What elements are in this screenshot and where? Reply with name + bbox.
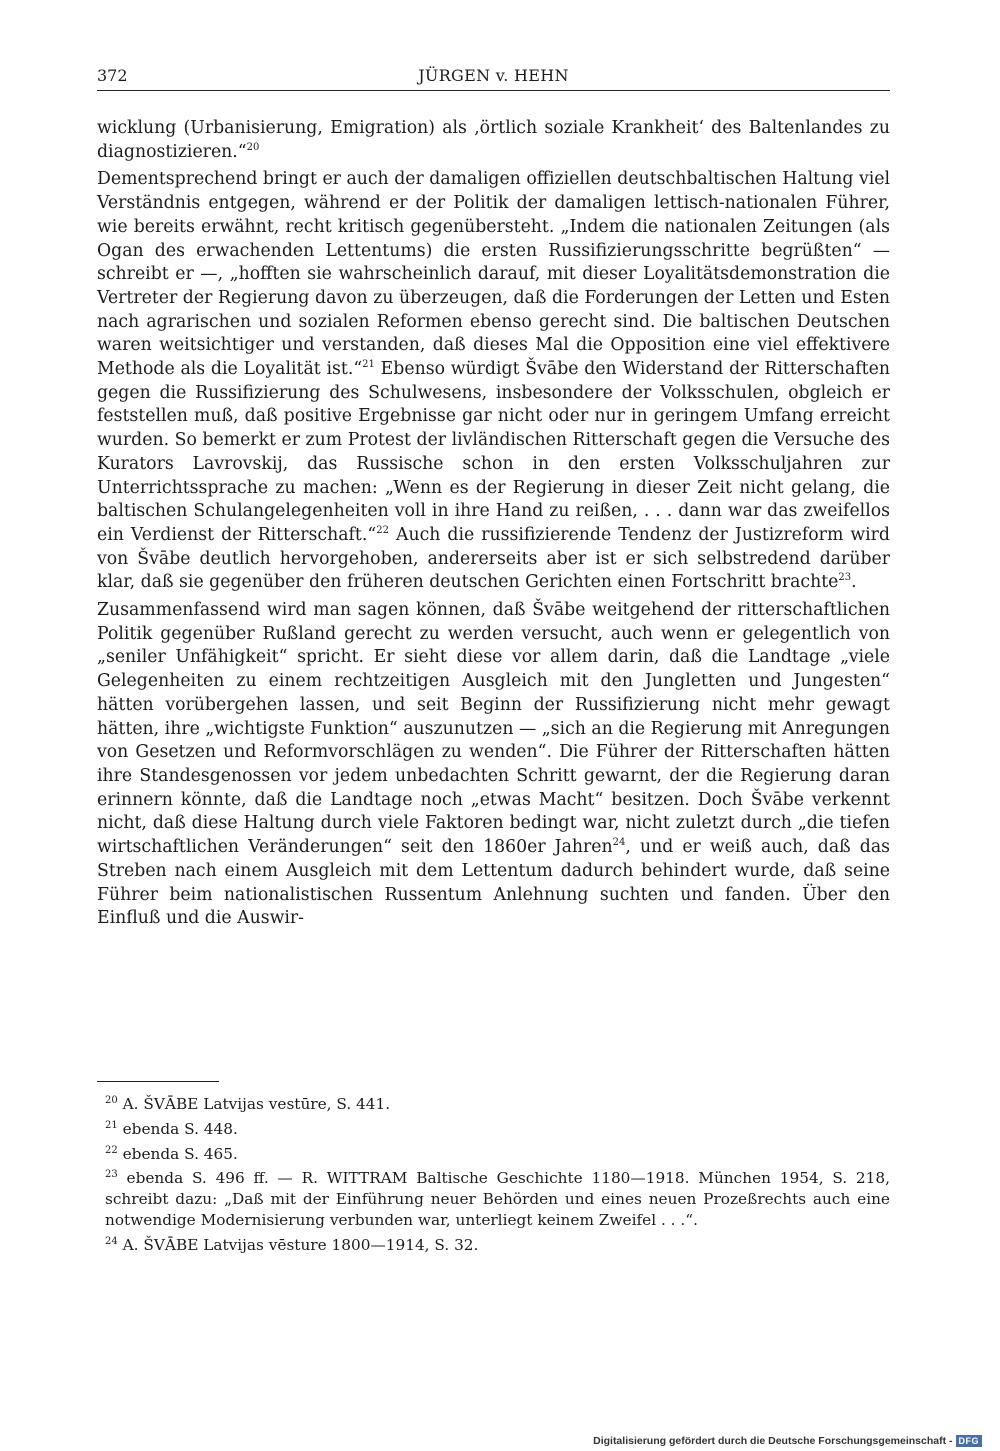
running-header bbox=[97, 66, 890, 90]
paragraph: Zusammenfassend wird man sagen können, daß Švābe weitgehend der ritterschaftlichen Politik gegenüber Rußland gerecht zu werden versucht, auch wenn er gelegentlich von „seniler Unfähigkeit“ spricht. Er sieht diese vor allem darin, daß die Landtage „viele Gelegenheiten zu einem rechtzeitigen Ausgleich mit den Jungletten und Jungesten“ hätten vorübergehen lassen, und seit Beginn der Russifizierung nicht mehr gewagt hätten, ihre „wichtigste Funktion“ auszunutzen — „sich an die Regierung mit Anregungen von Gesetzen und Reformvorschlägen zu wenden“. Die Führer der Ritterschaften hätten ihre Standesgenossen vor jedem unbedachten Schritt gewarnt, der die Regierung daran erinnern könnte, daß die Landtage noch „etwas Macht“ besitzen. Doch Švābe verkennt nicht, daß diese Haltung durch viele Faktoren bedingt war, nicht zuletzt durch „die tiefen wirtschaftlichen Veränderungen“ seit den 1860er Jahren$^{24}$, und er weiß auch, daß das Streben nach einem Ausgleich mit dem Lettentum dadurch behindert wurde, daß seine Führer beim nationalistischen Russentum Anlehnung suchten und fanden. Über den Einfluß und die Auswir- bbox=[97, 600, 890, 929]
credit-text: Digitalisierung gefördert durch die Deutsche Forschungsgemeinschaft - bbox=[593, 1435, 953, 1447]
footnote-ref: 20 bbox=[246, 141, 260, 153]
footnote: $^{21}$ ebenda S. 448. bbox=[105, 1119, 238, 1138]
paragraph: Dementsprechend bringt er auch der damaligen offiziellen deutschbaltischen Haltung viel Verständnis entgegen, während er der Politik der damaligen lettisch-nationalen Führer, wie bereits erwähnt, recht kritisch gegenübersteht. „Indem die nationalen Zeitungen (als Ogan des erwachenden Lettentums) die ersten Russifizierungsschritte begrüßten“ — schreibt er —, „hofften sie wahrscheinlich darauf, mit dieser Loyalitätsdemonstration die Vertreter der Regierung davon zu überzeugen, daß die Forderungen der Letten und Esten nach agrarischen und sozialen Reformen ebenso gerecht sind. Die baltischen Deutschen waren weitsichtiger und verstanden, daß dieses Mal die Opposition eine viel effektivere Methode als die Loyalität ist.“$^{21}$ Ebenso würdigt Švābe den Widerstand der Ritterschaften gegen die Russifizierung des Schulwesens, insbesondere der Volksschulen, obgleich er feststellen muß, daß positive Ergebnisse gar nicht oder nur in geringem Umfang erreicht wurden. So bemerkt er zum Protest der livländischen Ritterschaft gegen die Versuche des Kurators Lavrovskij, das Russische schon in den ersten Volksschuljahren zur Unterrichtssprache zu machen: „Wenn es der Regierung in dieser Zeit nicht gelang, die baltischen Schulangelegenheiten voll in ihre Hand zu reißen, . . . dann war das zweifellos ein Verdienst der Ritterschaft.“$^{22}$ Auch die russifizierende Tendenz der Justizreform wird von Švābe deutlich hervorgehoben, andererseits aber ist er sich selbstredend darüber klar, daß sie gegenüber den früheren deutschen Gerichten einen Fortschritt brachte$^{23}$. bbox=[97, 169, 890, 593]
footnote-ref: 22 bbox=[376, 525, 389, 537]
dfg-logo-icon: DFG bbox=[956, 1435, 983, 1447]
page-number: 372 bbox=[97, 66, 128, 85]
footnotes bbox=[105, 1094, 890, 1260]
running-title: JÜRGEN v. HEHN bbox=[418, 66, 569, 85]
paragraph: wicklung (Urbanisierung, Emigration) als ‚örtlich soziale Krankheit‘ des Baltenlandes zu diagnostizieren.“$^{20}$ bbox=[97, 118, 890, 162]
header-rule bbox=[97, 90, 890, 91]
body-text bbox=[97, 117, 890, 935]
footnote: $^{23}$ ebenda S. 496 ff. — R. WITTRAM Baltische Geschichte 1180—1918. München 1954, S. 218, schreibt dazu: „Daß mit der Einführung neuer Behörden und eines neuen Prozeßrechts auch eine notwendige Modernisierung verbunden war, unterliegt keinem Zweifel . . .“. bbox=[105, 1169, 890, 1229]
footnote-ref: 23 bbox=[838, 572, 852, 584]
footnote-rule bbox=[97, 1081, 219, 1082]
footnote-ref: 24 bbox=[612, 837, 626, 849]
footnote-ref: 21 bbox=[362, 359, 375, 371]
digitization-credit bbox=[593, 1435, 982, 1447]
footnote: $^{20}$ A. ŠVĀBE Latvijas vestūre, S. 441. bbox=[105, 1094, 391, 1113]
footnote: $^{24}$ A. ŠVĀBE Latvijas vēsture 1800—1914, S. 32. bbox=[105, 1235, 479, 1254]
footnote: $^{22}$ ebenda S. 465. bbox=[105, 1144, 238, 1163]
